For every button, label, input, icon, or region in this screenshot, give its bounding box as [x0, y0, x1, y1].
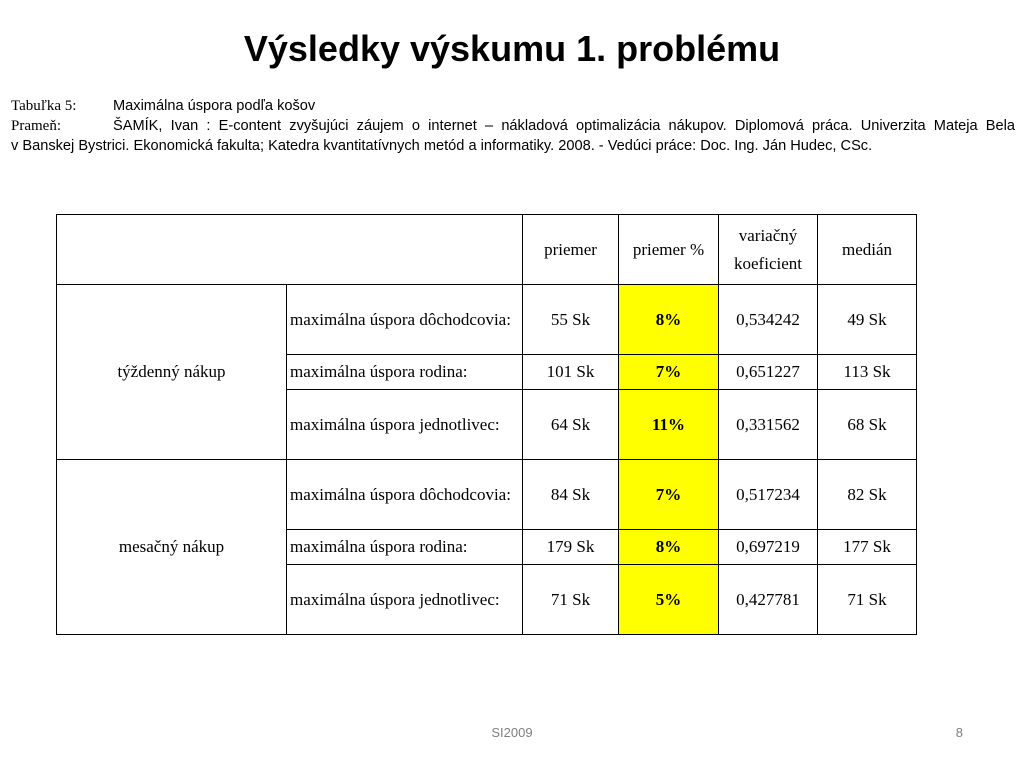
cell-koeficient: 0,534242	[719, 285, 818, 355]
footer-text: SI2009	[491, 725, 533, 740]
table-number-label: Tabuľka 5:	[11, 98, 77, 114]
header-priemer-percent: priemer %	[619, 215, 719, 285]
cell-priemer: 101 Sk	[523, 355, 619, 390]
cell-priemer: 64 Sk	[523, 390, 619, 460]
header-median: medián	[818, 215, 917, 285]
source-label: Prameň:	[11, 118, 61, 134]
cell-median: 177 Sk	[818, 530, 917, 565]
cell-priemer-percent: 8%	[619, 530, 719, 565]
group-label-monthly: mesačný nákup	[57, 460, 287, 635]
cell-koeficient: 0,697219	[719, 530, 818, 565]
header-variacny-koeficient: variačný koeficient	[719, 215, 818, 285]
row-label: maximálna úspora jednotlivec:	[287, 390, 523, 460]
cell-median: 68 Sk	[818, 390, 917, 460]
row-label: maximálna úspora jednotlivec:	[287, 565, 523, 635]
cell-koeficient: 0,331562	[719, 390, 818, 460]
header-priemer: priemer	[523, 215, 619, 285]
cell-priemer: 84 Sk	[523, 460, 619, 530]
source-text-line1: ŠAMÍK, Ivan : E-content zvyšujúci záujem o internet – nákladová optimalizácia nákupov. Diplomová práca. Univerzita Mateja Bela	[113, 118, 1015, 134]
cell-priemer-percent: 7%	[619, 460, 719, 530]
table-header-row	[57, 215, 917, 285]
cell-priemer-percent: 8%	[619, 285, 719, 355]
cell-priemer-percent: 7%	[619, 355, 719, 390]
cell-median: 49 Sk	[818, 285, 917, 355]
row-label: maximálna úspora dôchodcovia:	[287, 285, 523, 355]
table-row	[57, 460, 917, 530]
empty-header-cell	[57, 215, 523, 285]
cell-priemer: 71 Sk	[523, 565, 619, 635]
table-row	[57, 285, 917, 355]
cell-priemer-percent: 11%	[619, 390, 719, 460]
source-text-line2: v Banskej Bystrici. Ekonomická fakulta; Katedra kvantitatívnych metód a informatiky. 2008. - Vedúci práce: Doc. Ing. Ján Hudec, CSc.	[11, 138, 873, 154]
group-label-weekly: týždenný nákup	[57, 285, 287, 460]
cell-median: 113 Sk	[818, 355, 917, 390]
cell-priemer: 55 Sk	[523, 285, 619, 355]
row-label: maximálna úspora rodina:	[287, 355, 523, 390]
cell-median: 71 Sk	[818, 565, 917, 635]
table-caption	[11, 96, 1015, 156]
cell-koeficient: 0,651227	[719, 355, 818, 390]
results-table	[56, 214, 917, 635]
cell-koeficient: 0,517234	[719, 460, 818, 530]
cell-koeficient: 0,427781	[719, 565, 818, 635]
page-number: 8	[955, 725, 963, 740]
cell-priemer: 179 Sk	[523, 530, 619, 565]
row-label: maximálna úspora rodina:	[287, 530, 523, 565]
cell-priemer-percent: 5%	[619, 565, 719, 635]
row-label: maximálna úspora dôchodcovia:	[287, 460, 523, 530]
table-name: Maximálna úspora podľa košov	[113, 98, 316, 114]
cell-median: 82 Sk	[818, 460, 917, 530]
slide-title: Výsledky výskumu 1. problému	[243, 28, 781, 69]
